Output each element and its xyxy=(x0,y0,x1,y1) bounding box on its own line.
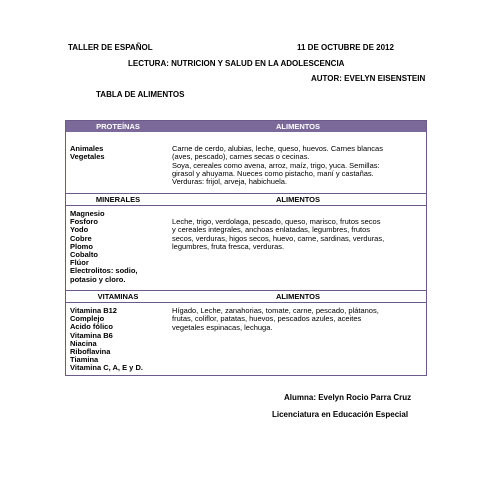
mineral-food-line: Leche, trigo, verdolaga, pescado, queso, marisco, frutos secos xyxy=(172,217,381,226)
proteins-foods-header-label: ALIMENTOS xyxy=(275,122,321,131)
protein-food-line: (aves, pescado), carnes secas o cecinas. xyxy=(172,152,310,162)
mineral-item: Cobalto xyxy=(70,250,98,260)
protein-item: Vegetales xyxy=(70,152,105,162)
mineral-item: Cobre xyxy=(70,233,92,243)
vitamin-item: Riboflavina xyxy=(70,347,111,357)
vitamins-header-label: VITAMINAS xyxy=(97,292,139,301)
vitamins-header xyxy=(66,290,426,303)
proteins-foods xyxy=(172,145,424,186)
minerals-header-label: MINERALES xyxy=(95,195,141,204)
vitamin-item: Acido fólico xyxy=(70,322,113,332)
mineral-item: potasio y cloro. xyxy=(70,274,126,284)
vitamin-food-line: vegetales espinacas, lechuga. xyxy=(172,322,273,332)
student-name: Alumna: Evelyn Rocio Parra Cruz xyxy=(284,393,412,402)
minerals-foods-header-label: ALIMENTOS xyxy=(275,195,321,204)
protein-item: Animales xyxy=(70,144,104,153)
mineral-item: Flúor xyxy=(70,258,89,268)
vitamin-item: Complejo xyxy=(70,314,105,324)
reading-title: LECTURA: NUTRICION Y SALUD EN LA ADOLESCENCIA xyxy=(128,59,345,68)
vitamins-items xyxy=(70,307,143,373)
vitamin-food-line: Hígado, Leche, zanahorias, tomate, carne, pescado, plátanos, xyxy=(172,306,379,315)
vitamin-food-line: frutas, coliflor, patatas, huevos, pescados azules, aceites xyxy=(172,314,362,324)
mineral-food-line: legumbres, fruta fresca, verduras. xyxy=(172,241,285,251)
mineral-food-line: y cereales integrales, anchoas enlatadas, legumbres, frutos xyxy=(172,225,371,235)
program-name: Licenciatura en Educación Especial xyxy=(272,410,409,419)
vitamins-foods xyxy=(172,307,424,332)
vitamin-item: Vitamina C, A, E y D. xyxy=(70,363,143,373)
vitamin-item: Vitamina B6 xyxy=(70,330,113,340)
table-title: TABLA DE ALIMENTOS xyxy=(96,90,185,99)
protein-food-line: girasol y ahuyama. Nueces como pistacho, maní y castañas. xyxy=(172,168,374,178)
proteins-header-label: PROTEÍNAS xyxy=(96,122,140,131)
minerals-header xyxy=(66,193,426,206)
date: 11 DE OCTUBRE DE 2012 xyxy=(297,43,394,52)
proteins-items xyxy=(70,145,105,161)
vitamin-item: Vitamina B12 xyxy=(70,306,117,315)
minerals-items xyxy=(70,210,138,284)
mineral-item: Yodo xyxy=(70,225,89,235)
vitamins-foods-header-label: ALIMENTOS xyxy=(275,292,321,301)
mineral-item: Fosforo xyxy=(70,217,98,227)
food-table xyxy=(65,120,427,376)
mineral-item: Magnesio xyxy=(70,209,105,218)
course-title: TALLER DE ESPAÑOL xyxy=(68,43,153,52)
protein-food-line: Soya, cereales como avena, arroz, maíz, trigo, yuca. Semillas: xyxy=(172,160,380,170)
vitamin-item: Tiamina xyxy=(70,355,99,365)
protein-food-line: Carne de cerdo, alubias, leche, queso, huevos. Carnes blancas xyxy=(172,144,383,153)
mineral-food-line: secos, verduras, higos secos, huevo, carne, sardinas, verduras, xyxy=(172,233,385,243)
protein-food-line: Verduras: frijol, arveja, habichuela. xyxy=(172,177,288,187)
minerals-foods xyxy=(172,218,424,251)
mineral-item: Electrolitos: sodio, xyxy=(70,266,138,276)
proteins-header xyxy=(66,121,426,132)
author: AUTOR: EVELYN EISENSTEIN xyxy=(311,74,426,83)
mineral-item: Plomo xyxy=(70,241,93,251)
vitamin-item: Niacina xyxy=(70,338,97,348)
